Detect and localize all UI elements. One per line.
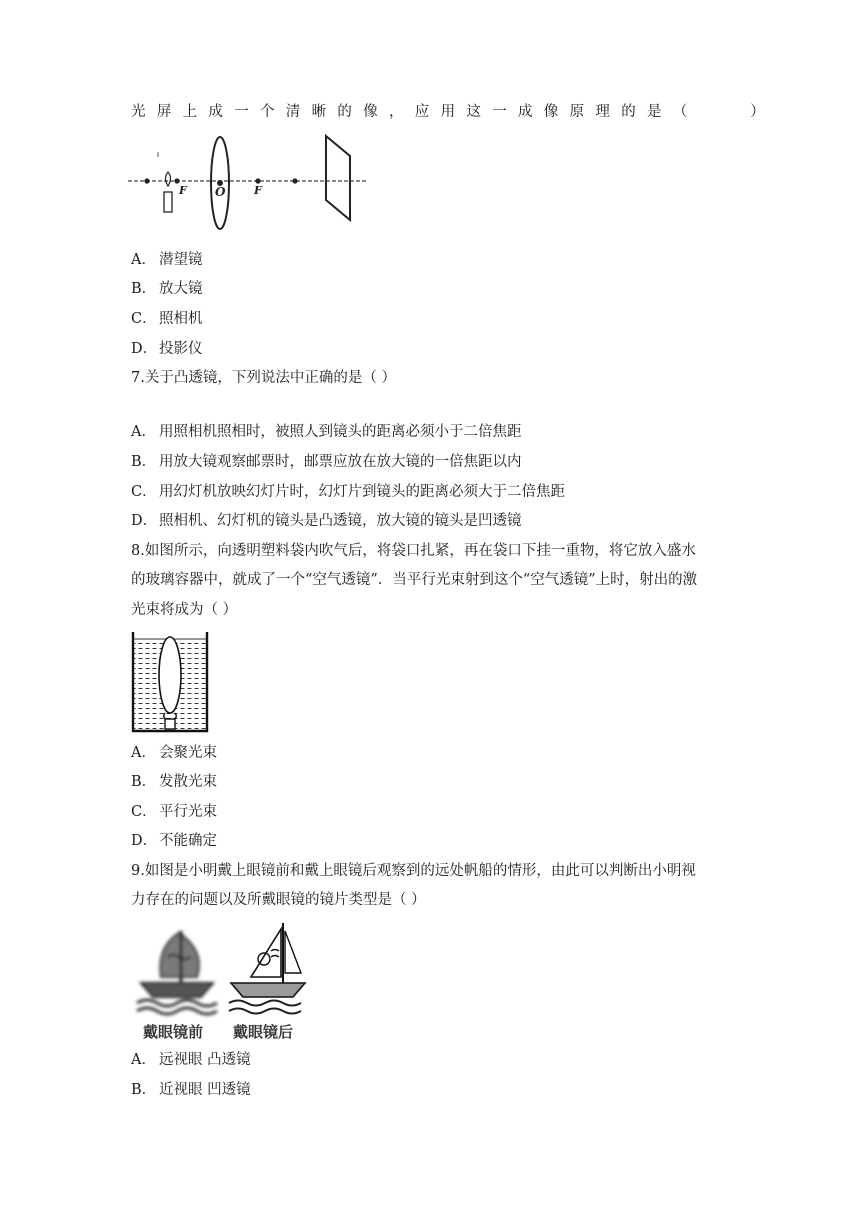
q7-option-d: D． 照相机、幻灯机的镜头是凸透镜，放大镜的镜头是凹透镜 bbox=[131, 513, 522, 529]
blurred-sailboat-icon bbox=[137, 931, 217, 1014]
caption-before-glasses: 戴眼镜前 bbox=[143, 1023, 204, 1041]
q6-optical-bench-figure bbox=[128, 134, 368, 230]
q6-option-a: A． 潜望镜 bbox=[131, 252, 203, 268]
candle-icon bbox=[164, 172, 172, 212]
focus-label-left: F bbox=[179, 184, 187, 197]
q8-stem-line-2: 的玻璃容器中，就成了一个“空气透镜”．当平行光束射到这个“空气透镜”上时，射出的激 bbox=[131, 572, 698, 588]
q9-stem-line-2: 力存在的问题以及所戴眼镜的镜片类型是（ ） bbox=[131, 892, 426, 908]
optical-center-label: O bbox=[215, 185, 226, 199]
q9-stem-line-1: 9.如图是小明戴上眼镜前和戴上眼镜后观察到的远处帆船的情形，由此可以判断出小明视 bbox=[131, 863, 696, 879]
q6-intro: 光屏上成一个清晰的像，应用这一成像原理的是（ ） bbox=[131, 104, 776, 120]
q8-option-c: C． 平行光束 bbox=[131, 804, 217, 820]
q9-option-a: A． 远视眼 凸透镜 bbox=[131, 1052, 251, 1068]
q6-option-b: B． 放大镜 bbox=[131, 281, 203, 297]
q9-option-b: B． 近视眼 凹透镜 bbox=[131, 1082, 251, 1098]
q6-option-c: C． 照相机 bbox=[131, 311, 203, 327]
q7-option-c: C． 用幻灯机放映幻灯片时，幻灯片到镜头的距离必须大于二倍焦距 bbox=[131, 484, 565, 500]
q6-option-d: D． 投影仪 bbox=[131, 341, 203, 357]
q9-sailboat-figure bbox=[131, 921, 307, 1043]
q8-air-lens-container-figure bbox=[131, 631, 209, 733]
q8-stem-line-1: 8.如图所示，向透明塑料袋内吹气后，将袋口扎紧，再在袋口下挂一重物，将它放入盛水 bbox=[131, 543, 696, 559]
q7-option-b: B． 用放大镜观察邮票时，邮票应放在放大镜的一倍焦距以内 bbox=[131, 454, 522, 470]
focus-label-right: F bbox=[254, 184, 262, 197]
sharp-sailboat-icon bbox=[229, 923, 305, 1014]
q7-stem: 7.关于凸透镜，下列说法中正确的是（ ） bbox=[131, 370, 396, 386]
q8-option-d: D． 不能确定 bbox=[131, 833, 217, 849]
q8-option-b: B． 发散光束 bbox=[131, 774, 217, 790]
q7-option-a: A． 用照相机照相时，被照人到镜头的距离必须小于二倍焦距 bbox=[131, 424, 522, 440]
q8-option-a: A． 会聚光束 bbox=[131, 745, 217, 761]
caption-after-glasses: 戴眼镜后 bbox=[233, 1023, 294, 1041]
q8-stem-line-3: 光束将成为（ ） bbox=[131, 602, 238, 618]
